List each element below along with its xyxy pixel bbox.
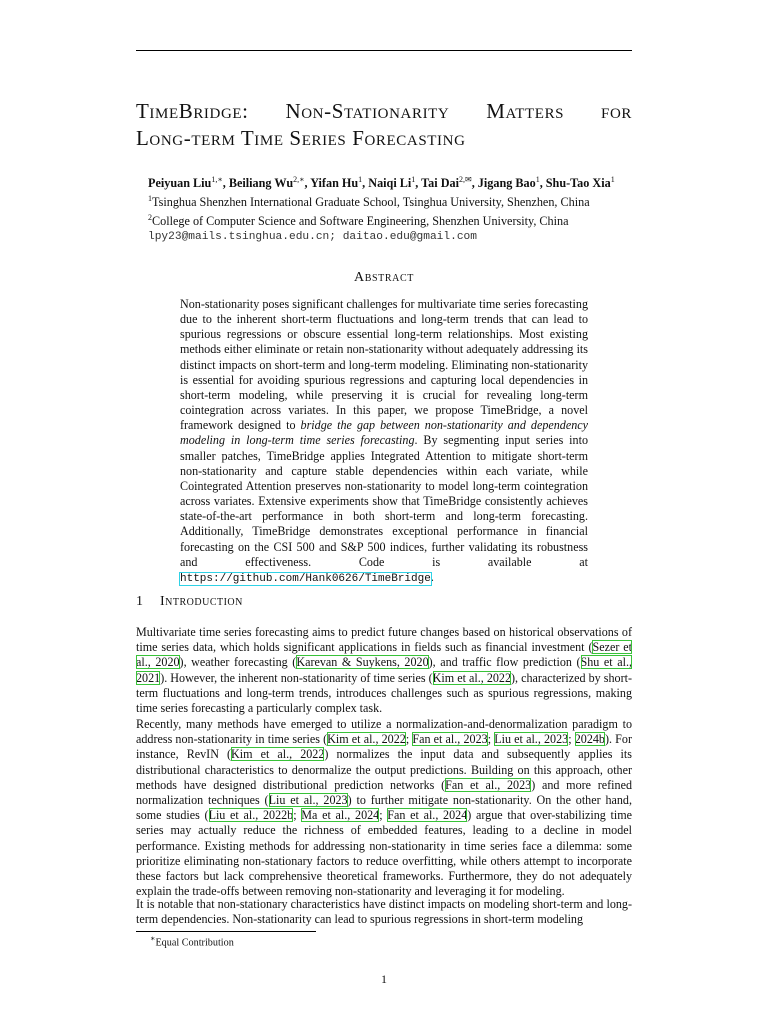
aff-text: Tsinghua Shenzhen International Graduate School, Tsinghua University, Shenzhen, China bbox=[152, 195, 590, 210]
top-rule bbox=[136, 50, 632, 51]
abstract-heading: Abstract bbox=[354, 270, 414, 285]
footnote-text: Equal Contribution bbox=[155, 937, 234, 949]
aff-text: College of Computer Science and Software Engineering, Shenzhen University, China bbox=[152, 214, 569, 229]
author-name: Tai Dai bbox=[421, 176, 459, 191]
author-sup: 2,✉ bbox=[458, 175, 472, 184]
author-sup: 1 bbox=[535, 175, 540, 184]
author-name: Yifan Hu bbox=[310, 176, 359, 191]
citation-link[interactable]: Liu et al., 2023 bbox=[268, 793, 348, 808]
author-sup: 1 bbox=[411, 175, 416, 184]
paragraph-2: Recently, many methods have emerged to utilize a normalization-and-denormalization paradigm to address non-stationarity in time series (Kim et al., 2022; Fan et al., 2023; Liu et al., 2023; 2024b). For instance, RevIN (Kim et al., 2022) normalizes the input data and subsequently applies its distributional characteristics to denormalize the output predictions. Building on this approach, other methods have designed distributional prediction networks (Fan et al., 2023) and more refined normalization techniques (Liu et al., 2023) to further mitigate non-stationarity. On the other hand, some studies (Liu et al., 2022b; Ma et al., 2024; Fan et al., 2024) argue that over-stabilizing time series may actually reduce the richness of embedded features, leading to a decline in model performance. Existing methods for addressing non-stationarity in time series face a dilemma: some prioritize eliminating non-stationary factors to reduce overfitting, while others attempt to incorporate these factors but lack comprehensive theoretical frameworks. Furthermore, they do not adequately explain the trade-offs between removing non-stationarity and leveraging it for modeling. bbox=[136, 717, 633, 899]
abstract-part: Non-stationarity poses significant challenges for multivariate time series forecasting due to the inherent short-term fluctuations and long-term trends that can lead to spurious regressions or obscure essential long-term relationships. Most existing methods either eliminate or retain non-stationarity without adequately addressing its distinct impacts on short-term and long-term modeling. Eliminating non-stationarity is essential for avoiding spurious regressions and capturing local dependencies in short-term modeling, while preserving it is crucial for revealing long-term cointegration across variates. In this paper, we propose TimeBridge, a novel framework designed to bbox=[180, 297, 588, 433]
footnote-mark: ∗ bbox=[150, 934, 156, 943]
author-names: Peiyuan Liu$^{1,∗}$, Beiliang $Wu^{2,∗}$, Yifan Hu$^1$, Naiqi Li$^1$, Tai Dai$^{2,✉}$, Jigang Bao$^1$, Shu-Tao Xia$^1$ bbox=[148, 175, 615, 191]
aff-sup: 2 bbox=[148, 213, 152, 223]
abstract-emphasis: bridge the gap between non-stationarity and dependency modeling in long-term time series forecasting bbox=[180, 418, 588, 448]
title-line-2: Long-term Time Series Forecasting bbox=[136, 126, 466, 150]
author-block bbox=[148, 172, 638, 245]
title-word: for bbox=[601, 99, 632, 123]
author-emails: lpy23@mails.tsinghua.edu.cn; daitao.edu@gmail.com bbox=[148, 231, 477, 244]
section-title: Introduction bbox=[160, 594, 243, 609]
affiliation-1 bbox=[148, 191, 638, 210]
author-sup: 2,∗ bbox=[293, 175, 305, 184]
affiliation-2 bbox=[148, 210, 638, 229]
citation-link[interactable]: Fan et al., 2023 bbox=[445, 777, 532, 792]
author-name: Naiqi Li bbox=[368, 176, 412, 191]
section-heading bbox=[136, 594, 243, 610]
title-word: Non-Stationarity bbox=[285, 99, 450, 123]
citation-link[interactable]: 2024b bbox=[574, 732, 605, 747]
citation-link[interactable]: Liu et al., 2022b bbox=[208, 808, 294, 823]
title-line-1 bbox=[136, 98, 632, 125]
author-name: Jigang Bao bbox=[477, 176, 536, 191]
abstract-part: . bbox=[430, 569, 434, 584]
author-name: Shu-Tao Xia bbox=[545, 176, 611, 191]
author-sup: 1 bbox=[358, 175, 363, 184]
citation-link[interactable]: Kim et al., 2022 bbox=[231, 747, 325, 762]
author-name: Peiyuan Liu bbox=[148, 176, 212, 191]
title-word: Matters bbox=[486, 99, 565, 123]
author-sup: 1,∗ bbox=[211, 175, 223, 184]
page-number: 1 bbox=[381, 972, 387, 986]
paper-title bbox=[136, 98, 636, 152]
abstract-text bbox=[180, 297, 588, 587]
aff-sup: 1 bbox=[148, 194, 152, 204]
citation-link[interactable]: Ma et al., 2024 bbox=[301, 808, 380, 823]
code-link[interactable]: https://github.com/Hank0626/TimeBridge bbox=[180, 572, 431, 585]
citation-link[interactable]: Fan et al., 2024 bbox=[387, 808, 468, 823]
citation-link[interactable]: Liu et al., 2023 bbox=[494, 732, 569, 747]
citation-link[interactable]: Kim et al., 2022 bbox=[432, 670, 512, 685]
citation-link[interactable]: Shu et al., 2021 bbox=[136, 655, 632, 685]
author-name: Beiliang Wu bbox=[228, 176, 294, 191]
citation-link[interactable]: Sezer et al., 2020 bbox=[136, 640, 633, 670]
title-word: TimeBridge: bbox=[136, 99, 249, 123]
author-sup: 1 bbox=[610, 175, 615, 184]
footnote-rule bbox=[136, 931, 316, 932]
paragraph-1: Multivariate time series forecasting aims to predict future changes based on historical observations of time series data, which holds significant applications in fields such as financial investment (Sezer et al., 2020), weather forecasting (Karevan & Suykens, 2020), and traffic flow prediction (Shu et al., 2021). However, the inherent non-stationarity of time series (Kim et al., 2022), characterized by short-term fluctuations and long-term trends, introduces challenges such as spurious regressions, making time series forecasting a particularly complex task. bbox=[136, 625, 633, 716]
citation-link[interactable]: Karevan & Suykens, 2020 bbox=[296, 655, 429, 670]
citation-link[interactable]: Fan et al., 2023 bbox=[412, 732, 488, 747]
section-number: 1 bbox=[136, 594, 144, 609]
abstract-part: . By segmenting input series into smaller patches, TimeBridge applies Integrated Attention to mitigate short-term non-stationarity and capture stable dependencies within each variate, while Cointegrated Attention preserves non-stationarity to model long-term cointegration across variates. Extensive experiments show that TimeBridge consistently achieves state-of-the-art performance in both short-term and long-term forecasting. Additionally, TimeBridge demonstrates exceptional performance in financial forecasting on the CSI 500 and S&P 500 indices, further validating its robustness and effectiveness. Code is available at bbox=[180, 433, 588, 569]
citation-link[interactable]: Kim et al., 2022 bbox=[327, 732, 406, 747]
paragraph-3: It is notable that non-stationary characteristics have distinct impacts on modeling short-term and long-term dependencies. Non-stationarity can lead to spurious regressions in short-term modeling bbox=[136, 897, 632, 927]
footnote bbox=[150, 934, 234, 948]
